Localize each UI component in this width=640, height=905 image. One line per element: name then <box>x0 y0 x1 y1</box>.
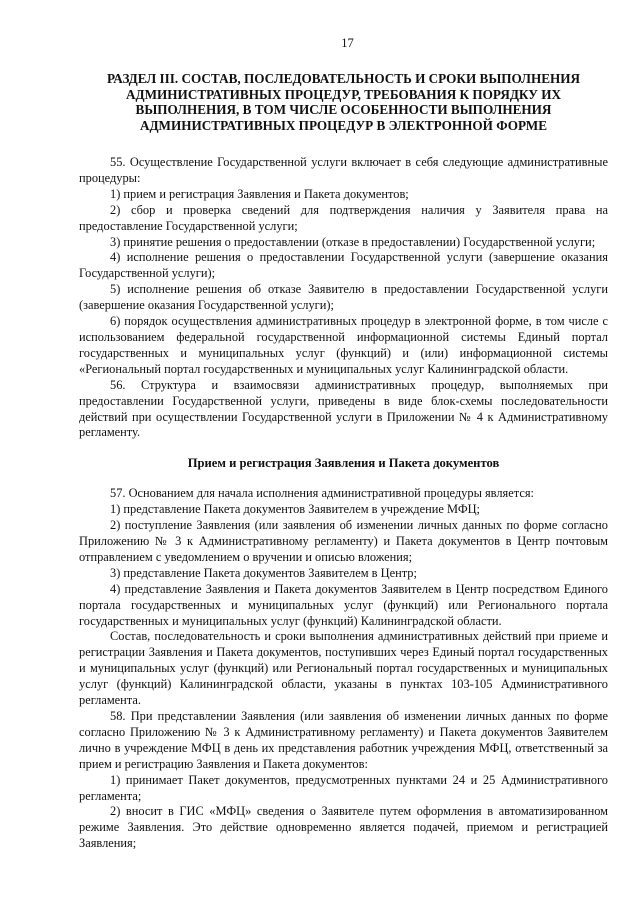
paragraph: 2) поступление Заявления (или заявления об изменении личных данных по форме согласно Приложению № 3 к Административному регламенту) и Пакета документов в Центр почтовым отправлением с уведомлением о вручении и описью вложения; <box>79 518 608 564</box>
subheading: Прием и регистрация Заявления и Пакета документов <box>187 456 500 471</box>
paragraph: 6) порядок осуществления административных процедур в электронной форме, в том числе с использованием федеральной государственной информационной системы Единый портал государственных и муниципальных услуг (функций) и (или) информационной системы «Региональный портал государственных и муниципальных услуг Калининградской области. <box>79 314 608 376</box>
paragraph: 1) принимает Пакет документов, предусмотренных пунктами 24 и 25 Административного регламента; <box>79 772 608 803</box>
paragraph: 3) представление Пакета документов Заявителем в Центр; <box>110 565 417 580</box>
paragraph: 56. Структура и взаимосвязи административных процедур, выполняемых при предоставлении Государственной услуги, приведены в виде блок-схемы последовательности действий при осуществлении Государственной услуги в Приложении № 4 к Административному регламенту. <box>79 377 608 440</box>
section-title-line: ВЫПОЛНЕНИЯ, В ТОМ ЧИСЛЕ ОСОБЕННОСТИ ВЫПОЛНЕНИЯ <box>135 102 552 117</box>
paragraph: 1) прием и регистрация Заявления и Пакета документов; <box>110 186 409 201</box>
section-title-line: РАЗДЕЛ III. СОСТАВ, ПОСЛЕДОВАТЕЛЬНОСТЬ И СРОКИ ВЫПОЛНЕНИЯ <box>106 71 581 86</box>
paragraph: 57. Основанием для начала исполнения административной процедуры является: <box>110 486 534 501</box>
paragraph: 55. Осуществление Государственной услуги включает в себя следующие административные процедуры: <box>79 155 608 185</box>
paragraph: 2) вносит в ГИС «МФЦ» сведения о Заявителе путем оформления в автоматизированном режиме Заявления. Это действие одновременно является подачей, приемом и регистрацией Заявления; <box>79 804 608 851</box>
paragraph: 5) исполнение решения об отказе Заявителю в предоставлении Государственной услуги (завершение оказания Государственной услуги); <box>79 282 608 313</box>
body-block-2 <box>79 486 608 852</box>
paragraph: 1) представление Пакета документов Заявителем в учреждение МФЦ; <box>110 502 480 517</box>
page-number: 17 <box>341 36 354 50</box>
section-title <box>79 71 608 133</box>
paragraph: 58. При представлении Заявления (или заявления об изменении личных данных по форме согласно Приложению № 3 к Административному регламенту) и Пакета документов Заявителем лично в учреждение МФЦ в день их представления работник учреждения МФЦ, ответственный за прием и регистрацию Заявления и Пакета документов: <box>79 709 608 771</box>
paragraph: 4) представление Заявления и Пакета документов Заявителем в Центр посредством Единого портала государственных и муниципальных услуг (функций) или Регионального портала государственных и муниципальных услуг (функций) Калининградской области. <box>79 581 608 628</box>
paragraph: 2) сбор и проверка сведений для подтверждения наличия у Заявителя права на предоставление Государственной услуги; <box>79 202 608 233</box>
paragraph: 3) принятие решения о предоставлении (отказе в предоставлении) Государственной услуги; <box>110 234 596 249</box>
paragraph: 4) исполнение решения о предоставлении Государственной услуги (завершение оказания Государственной услуги); <box>79 250 608 281</box>
paragraph: Состав, последовательность и сроки выполнения административных действий при приеме и регистрации Заявления и Пакета документов, поступивших через Единый портал государственных и муниципальных услуг (функций) или Региональный портал государственных и муниципальных услуг (функций) Калининградской области, указаны в пунктах 103-105 Административного регламента. <box>79 629 608 708</box>
body-block-1 <box>79 155 608 441</box>
section-title-line: АДМИНИСТРАТИВНЫХ ПРОЦЕДУР В ЭЛЕКТРОННОЙ ФОРМЕ <box>139 117 548 133</box>
section-title-line: АДМИНИСТРАТИВНЫХ ПРОЦЕДУР, ТРЕБОВАНИЯ К ПОРЯДКУ ИХ <box>126 86 561 102</box>
